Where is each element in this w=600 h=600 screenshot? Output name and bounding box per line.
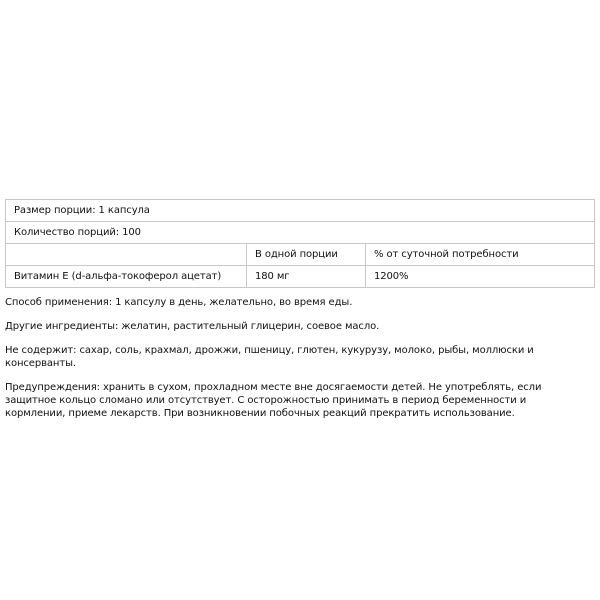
product-description (5, 296, 585, 431)
table-header-row (6, 244, 595, 266)
header-empty-cell (6, 244, 247, 266)
servings-count-row (6, 222, 595, 244)
servings-count: Количество порций: 100 (6, 222, 595, 244)
does-not-contain-paragraph: Не содержит: сахар, соль, крахмал, дрожжи, пшеницу, глютен, кукурузу, молоко, рыбы, моллюски и консерванты. (5, 345, 534, 369)
serving-size-row (6, 200, 595, 222)
other-ingredients-paragraph: Другие ингредиенты: желатин, растительный глицерин, соевое масло. (5, 321, 380, 332)
usage-paragraph: Способ применения: 1 капсулу в день, желательно, во время еды. (5, 297, 353, 308)
nutrient-daily-value: 1200% (366, 266, 595, 288)
table-row (6, 266, 595, 288)
serving-size: Размер порции: 1 капсула (6, 200, 595, 222)
header-daily-value: % от суточной потребности (366, 244, 595, 266)
nutrient-amount: 180 мг (247, 266, 366, 288)
warnings-paragraph: Предупреждения: хранить в сухом, прохладном месте вне досягаемости детей. Не употреблять, если защитное кольцо сломано или отсутствует. С осторожностью принимать в период беременности и кормлении, приеме лекарств. При возникновении побочных реакций прекратить использование. (5, 382, 542, 419)
header-per-serving: В одной порции (247, 244, 366, 266)
supplement-facts-table (5, 199, 595, 288)
nutrient-name: Витамин E (d-альфа-токоферол ацетат) (6, 266, 247, 288)
